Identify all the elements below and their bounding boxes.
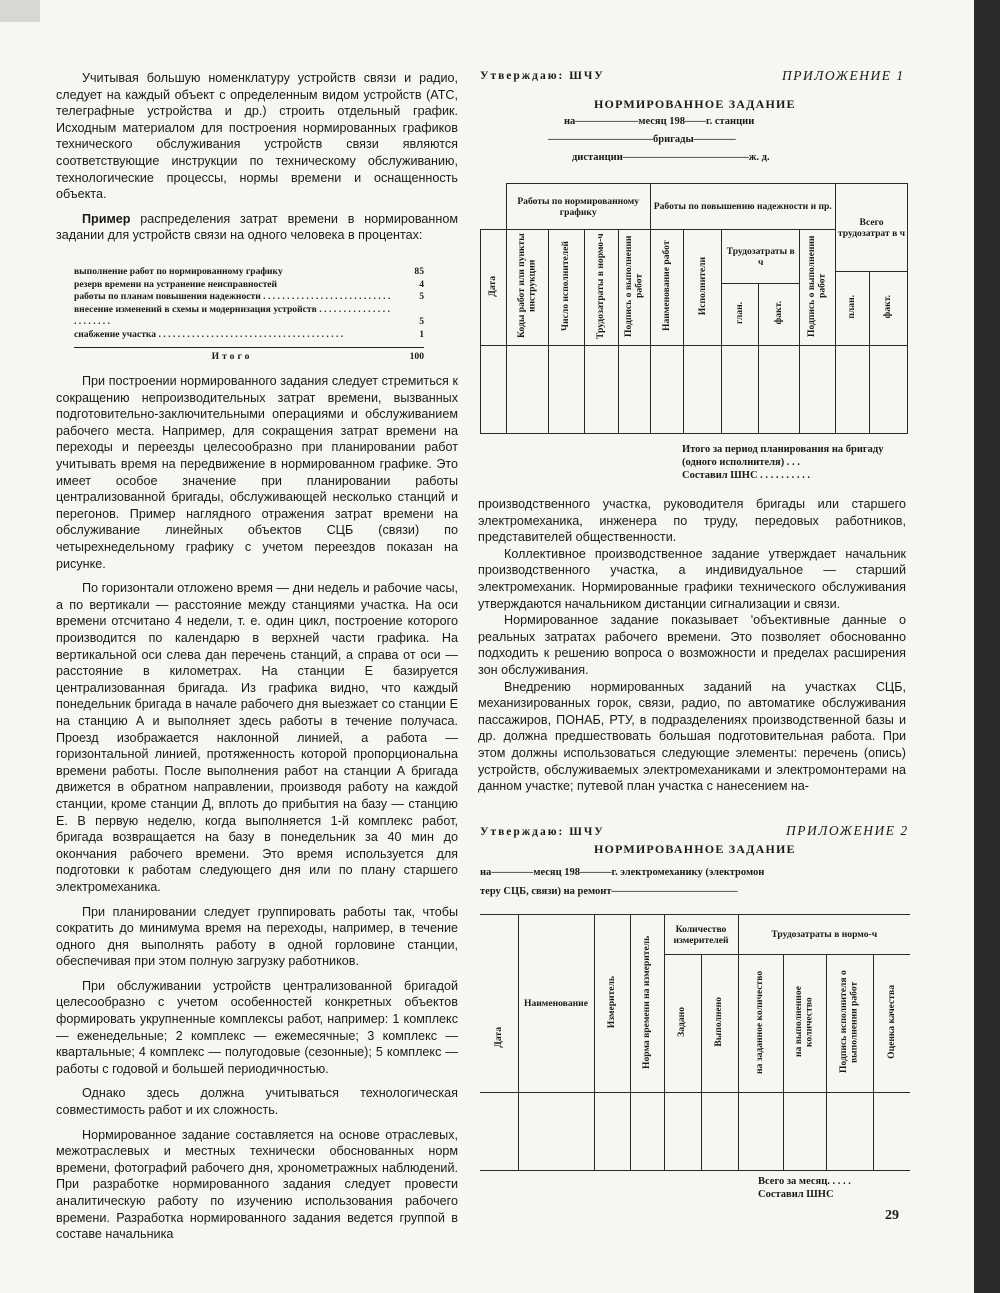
form-line-brigade: ——————————бригады———— [548, 134, 736, 145]
group-header: Работы по нормированному графику [506, 184, 650, 230]
header-text: факт. [882, 295, 894, 319]
header-text: глан. [733, 302, 745, 324]
form-line-text: теру СЦБ, связи) на ремонт [480, 886, 612, 897]
distribution-label: работы по планам повышения надежности [74, 291, 261, 303]
paragraph: Нормированное задание показывает ʹобъективные данные о реальных затратах рабочего времени. Это позволяет обоснованно подходить к решению вопроса о возможности и пределах расширения зон обслуживания. [478, 613, 906, 677]
column-header [836, 272, 870, 346]
appendix1-table [480, 183, 908, 434]
form-line-text: месяц 198 [533, 867, 581, 878]
header-text: план. [846, 295, 858, 319]
header-text: на заданное количество [754, 970, 766, 1074]
paragraph: При планировании следует группировать работы так, чтобы сократить до минимума время на переходы, например, в течение одного дня выполнять работу в одной горловине станции, обеспечивая при этом полную загрузку работников. [56, 904, 458, 969]
header-text: факт. [772, 301, 784, 325]
header-text: Число исполнителей [559, 241, 571, 331]
blank-cell [481, 184, 507, 230]
form-footer [682, 443, 904, 482]
header-text: Трудозатраты в нормо-ч [594, 233, 606, 339]
distribution-total [74, 347, 424, 364]
form-line-repair: теру СЦБ, связи) на ремонт———————————— [480, 886, 738, 897]
right-column [478, 496, 906, 795]
header-text: на выполненное количество [793, 986, 815, 1058]
column-header [759, 284, 800, 346]
distribution-value: 1 [419, 328, 424, 340]
header-text: Наименование работ [660, 240, 672, 332]
appendix-number: ПРИЛОЖЕНИЕ 1 [782, 68, 905, 83]
appendix2-table [480, 914, 910, 1171]
distribution-row [74, 329, 424, 342]
paragraph: Однако здесь должна учитываться технологическая совместимость работ и их сложность. [56, 1086, 458, 1118]
subgroup-header: Трудозатраты в ч [722, 230, 800, 284]
page-number: 29 [885, 1208, 899, 1223]
paragraph-text: распределения затрат времени в нормированном задании для устройств связи на одного человека в процентах: [56, 211, 458, 243]
column-header: Наименование [518, 915, 594, 1093]
column-header [701, 955, 738, 1093]
form-title: НОРМИРОВАННОЕ ЗАДАНИЕ [594, 97, 796, 111]
column-header [664, 955, 701, 1093]
distribution-value: 5 [419, 316, 424, 328]
distribution-label: резерв времени на устранение неисправностей [74, 278, 278, 290]
blank-entry-row [481, 346, 908, 434]
header-text: Подпись о выполнении работ [622, 235, 645, 337]
form-line-text: месяц 198 [638, 116, 686, 127]
left-column [56, 70, 458, 1251]
column-header [630, 915, 664, 1093]
scan-edge-shadow [974, 0, 1000, 1293]
header-text: Выполнено [713, 997, 725, 1047]
paragraph: Нормированное задание составляется на основе отраслевых, межотраслевых и местных технически обоснованных норм времени, фотографий рабочего дня, хронометражных наблюдений. При разработке нормированного задания следует провести аналитическую работу по изучению использования рабочего времени. Разработка нормированного задания ведется группой в составе начальника [56, 1127, 458, 1242]
column-header [481, 230, 507, 346]
header-text: Задано [676, 1007, 688, 1037]
paragraph: При обслуживании устройств централизованной бригадой целесообразно с учетом особенностей конкретных объектов формировать укрупненные комплексы работ, например: 1 комплекс — еженедельные; 2 комплекс — ежемесячные; 3 комплекс — квартальные; 4 комплекс — полугодовые (сезонные); 5 комплекс — работы с годовой и большей периодичностью. [56, 978, 458, 1076]
form-line-text: бригады [653, 134, 694, 145]
column-header [618, 230, 650, 346]
column-header [480, 915, 518, 1093]
header-text: Измеритель [605, 975, 617, 1029]
header-text: Норма времени на измеритель [640, 935, 652, 1069]
column-header [869, 272, 907, 346]
footer-line: Составил ШНС . . . . . . . . . . [682, 470, 811, 481]
appendix-number: ПРИЛОЖЕНИЕ 2 [786, 823, 909, 838]
column-header [722, 284, 759, 346]
distribution-value: 5 [419, 291, 424, 303]
form-line-text: дистанции [572, 152, 623, 163]
total-label: Итого [211, 350, 253, 362]
column-header [783, 955, 826, 1093]
footer-line: Всего за месяц. . . . . [758, 1176, 851, 1187]
column-header [594, 915, 630, 1093]
column-header [738, 955, 783, 1093]
column-header [584, 230, 618, 346]
form-line-text: ж. д. [748, 152, 770, 163]
header-text: Оценка качества [885, 985, 897, 1059]
column-header [506, 230, 548, 346]
form-line-text: на [480, 867, 492, 878]
paragraph: Учитывая большую номенклатуру устройств связи и радио, следует на каждый объект с определенным видом устройств (АТС, телеграфные устройства и др.) строить отдельный график. Исходным материалом для построения нормированных графиков технического обслуживания устройств связи являются соответствующие инструкции по техническому обслуживанию, технологические процессы, нормы времени и оснащенность объекта. [56, 71, 458, 202]
total-value: 100 [409, 350, 424, 362]
blank-entry-row [480, 1093, 910, 1171]
paragraph: производственного участка, руководителя бригады или старшего электромеханика, инженера по труду, передовых работников, представителей общественности. [478, 497, 906, 545]
header-text: Исполнители [696, 256, 708, 316]
group-header: Количество измерителей [664, 915, 738, 955]
distribution-label: выполнение работ по нормированному графику [74, 265, 283, 277]
footer-line: Составил ШНС [758, 1189, 834, 1200]
paragraph: Внедрению нормированных заданий на участках СЦБ, механизированных горок, связи, радио, по автоматике обслуживания пассажиров, ПОНАБ, РТУ, в подразделениях производственной базы и др. должна предшествовать большая подготовительная работа. При этом должны использоваться следующие элементы: перечень (опись) устройств, обслуживаемых электромеханиками и электромонтерами на данном участке; путевой план участка с нанесением на- [478, 679, 906, 794]
form-title: НОРМИРОВАННОЕ ЗАДАНИЕ [594, 842, 796, 856]
form-line-month: на————месяц 198———г. электромеханику (электромон [480, 867, 765, 878]
paragraph: При построении нормированного задания следует стремиться к сокращению непроизводительных затрат времени, вызванных подготовительно-заключительными операциями и обслуживанием рабочего места. Например, для сокращения затрат времени на переходы и переезды целесообразно при планировании работ учитывать время на передвижение в нормированном графике. Это имеет особое значение при планировании работы централизованной бригады, обслуживающей несколько станций и перегонов. Пример наглядного отражения затрат времени на обслуживание линейных объектов СЦБ (связи) по четырехнедельному графику с учетом переездов показан на рисунке. [56, 374, 458, 571]
paragraph: По горизонтали отложено время — дни недель и рабочие часы, а по вертикали — расстояние между станциями участка. На оси времени отсчитано 4 недели, т. е. один цикл, построение которого производится по календарю в верхней части графика. На вертикальной оси слева дан перечень станций, а справа от оси — расстояние в километрах. На станции Е базируется централизованная бригада. Из графика видно, что каждый понедельник бригада в начале рабочего дня выезжает со станции Е на станцию А и выполняет здесь работы в течение получаса. Проезд изображается наклонной линией, а работа — горизонтальной линией, протяженность которой пропорциональна времени работы. После выполнения работ на станции А бригада движется в обратном направлении, производя работу на каждой станции, кроме станции Д, вплоть до прибытия на базу — станцию Е. В первую неделю, когда выполняется 1-й комплекс работ, бригада возвращается на базу в понедельник за 40 мин до окончания рабочего времени. Это время используется для подготовки к работам следующего дня или по плану старшего электромеханика. [56, 581, 458, 894]
form-footer [758, 1175, 851, 1201]
distribution-row: внесение изменений в схемы и модернизация устройств . . . . . . . . . . . . . . . . . . . . . . . 5 [74, 303, 424, 328]
column-header [873, 955, 910, 1093]
header-text: Дата [487, 275, 499, 297]
header-text: Подпись о выполнении работ [806, 235, 828, 337]
example-label: Пример [82, 211, 131, 226]
footer-line: Итого за период планирования на бригаду (одного исполнителя) . . . [682, 444, 884, 468]
column-header [650, 230, 684, 346]
scan-corner-shadow [0, 0, 40, 22]
distribution-value: 85 [414, 265, 424, 277]
paragraph: Коллективное производственное задание утверждает начальник производственного участка, а индивидуальное — старший электромеханик. Нормированные графики технического обслуживания утверждаются начальником дистанции сигнализации и связи. [478, 546, 906, 611]
distribution-label: снабжение участка [74, 328, 157, 340]
header-text: Подпись исполнителя о выполнении работ [838, 970, 860, 1074]
approval-line: Утверждаю: ШЧУ [480, 826, 605, 838]
group-header: Работы по повышению надежности и пр. [650, 184, 836, 230]
form-line-district: дистанции————————————ж. д. [572, 152, 770, 163]
distribution-label: внесение изменений в схемы и модернизация устройств [74, 303, 317, 315]
column-header [800, 230, 836, 346]
header-text: Коды работ или пункты инструкции [515, 233, 538, 339]
form-line-text: на [564, 116, 576, 127]
group-header: Трудозатраты в нормо-ч [738, 915, 910, 955]
distribution-row [74, 291, 424, 304]
column-header [826, 955, 873, 1093]
time-distribution-list [74, 266, 424, 363]
column-header [684, 230, 722, 346]
distribution-value: 4 [419, 278, 424, 290]
group-header: Всего трудозатрат в ч [836, 184, 908, 272]
header-text: Дата [492, 1026, 504, 1048]
form-line-text: г. станции [706, 116, 755, 127]
distribution-row [74, 266, 424, 279]
form-line-month: на——————месяц 198——г. станции [564, 116, 755, 127]
paragraph [56, 211, 458, 244]
form-line-text: г. электромеханику (электромон [611, 867, 765, 878]
approval-line: Утверждаю: ШЧУ [480, 70, 605, 82]
distribution-row [74, 279, 424, 292]
column-header [548, 230, 584, 346]
